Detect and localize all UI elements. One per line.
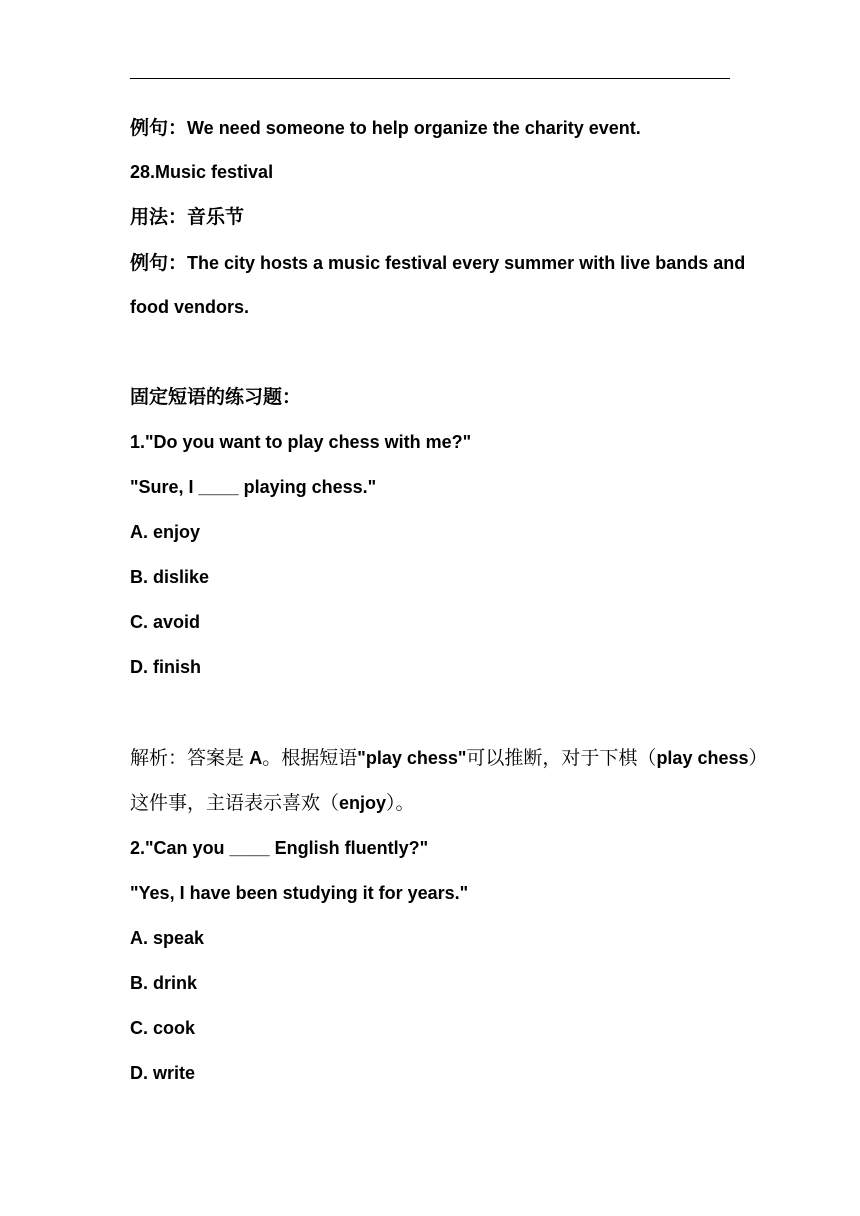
q1-analysis-mid2: 可以推断，对于下棋（ — [466, 748, 657, 769]
q1-option-a: A. enjoy — [130, 522, 201, 542]
q1-option-d: D. finish — [130, 657, 201, 677]
entry-28-usage-line — [130, 205, 244, 230]
q1-analysis-line2-word: enjoy — [339, 793, 387, 813]
q2-option-b: B. drink — [130, 973, 198, 993]
q2-stem-line-2: "Yes, I have been studying it for years." — [130, 883, 469, 903]
entry-28-usage-label: 用法： — [130, 207, 188, 228]
q1-analysis-prefix: 解析：答案是 — [130, 748, 250, 769]
q1-analysis-line2-end: ）。 — [386, 793, 415, 814]
q1-stem-line-2: "Sure, I ____ playing chess." — [130, 477, 377, 497]
q1-stem-line-1: 1."Do you want to play chess with me?" — [130, 432, 472, 452]
entry-28-example-text-1: The city hosts a music festival every summer with live bands and — [187, 253, 746, 273]
exercise-heading: 固定短语的练习题： — [130, 387, 302, 408]
entry-28-example-line-2: food vendors. — [130, 297, 250, 317]
entry-28-usage-text: 音乐节 — [187, 207, 245, 228]
prev-example-text: We need someone to help organize the charity event. — [187, 118, 641, 138]
q1-analysis-mid1: 。根据短语 — [262, 748, 358, 769]
entry-28-title: 28.Music festival — [130, 162, 274, 182]
q2-option-c: C. cook — [130, 1018, 196, 1038]
q1-analysis-phrase: "play chess" — [357, 748, 467, 768]
q1-option-c: C. avoid — [130, 612, 201, 632]
q2-option-d: D. write — [130, 1063, 196, 1083]
q1-analysis-line-2 — [130, 791, 415, 816]
q2-option-a: A. speak — [130, 928, 205, 948]
entry-28-example-line-1 — [130, 251, 745, 276]
q2-stem-line-1: 2."Can you ____ English fluently?" — [130, 838, 429, 858]
entry-28-example-label: 例句： — [130, 253, 188, 274]
header-rule — [130, 78, 730, 79]
prev-example-line — [130, 116, 641, 141]
q1-analysis-phrase2: play chess — [656, 748, 749, 768]
q1-analysis-line2-prefix: 这件事，主语表示喜欢（ — [130, 793, 340, 814]
prev-example-label: 例句： — [130, 118, 188, 139]
q1-analysis-end1: ） — [748, 748, 768, 769]
q1-analysis-answer: A — [249, 748, 263, 768]
q1-option-b: B. dislike — [130, 567, 210, 587]
q1-analysis-line-1 — [130, 746, 768, 771]
